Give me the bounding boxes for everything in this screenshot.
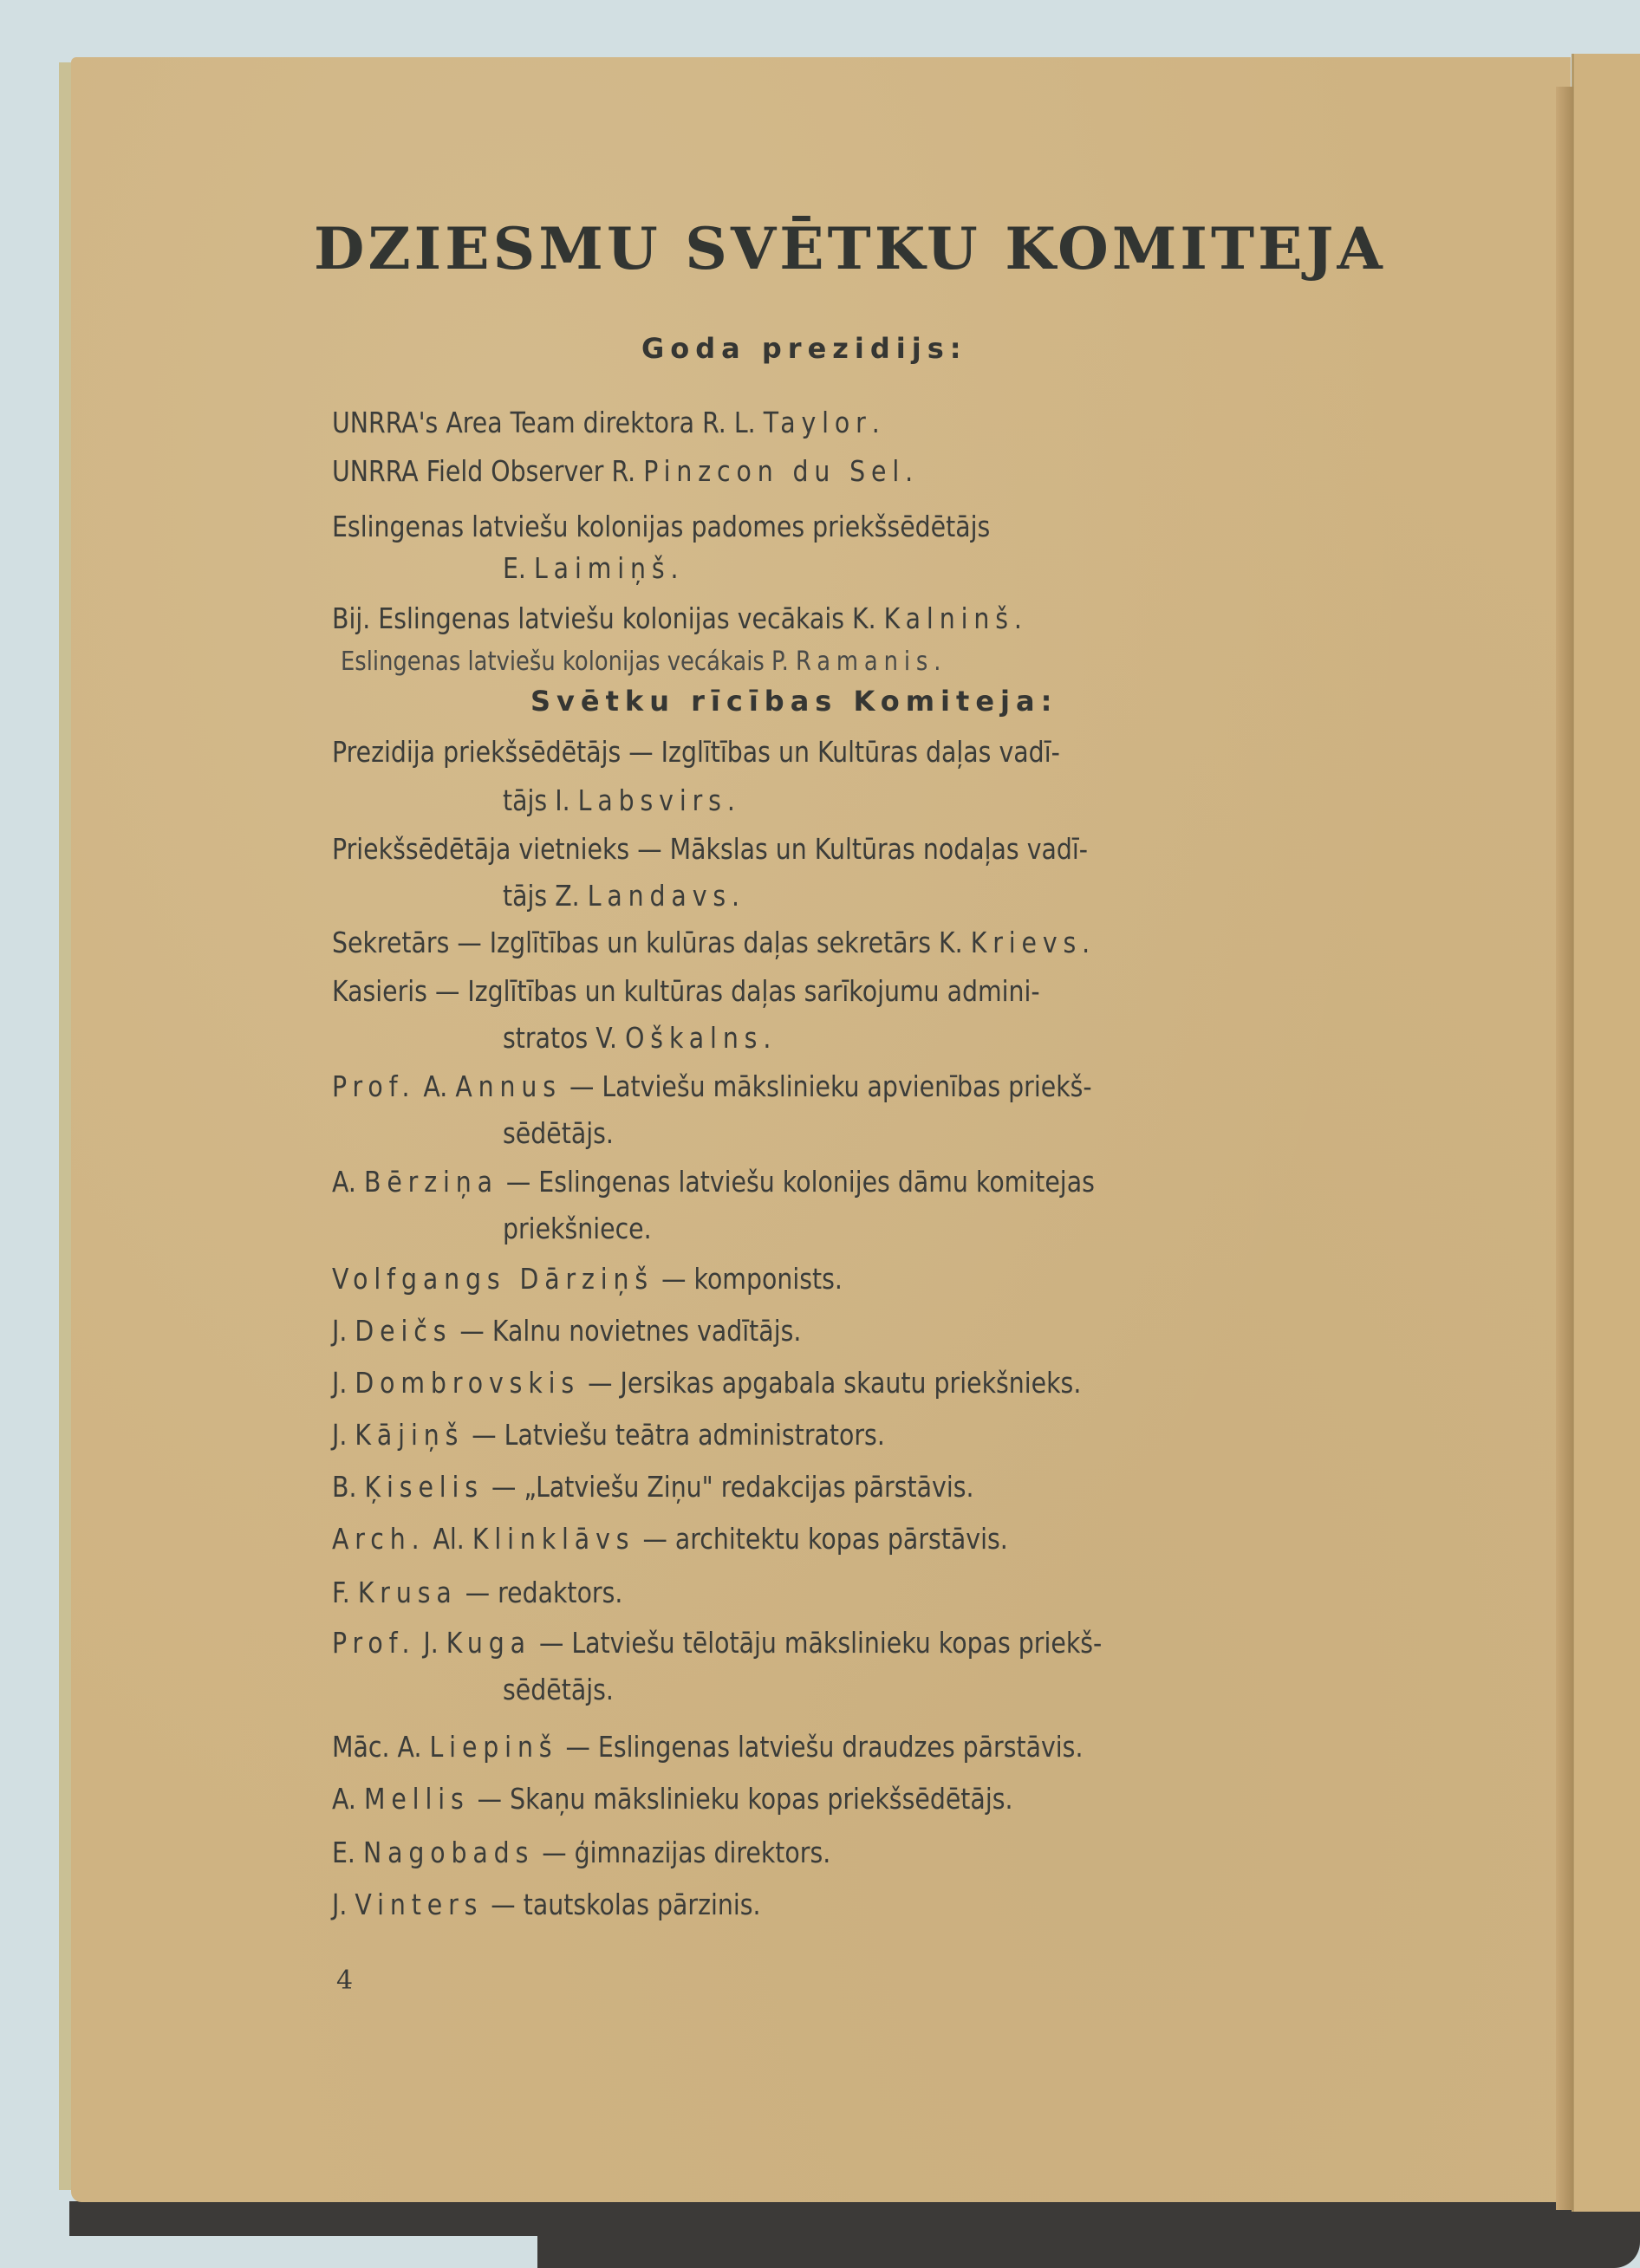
list-item: Māc. A. Liepinš — Eslingenas latviešu draudzes pārstāvis.: [332, 1730, 1084, 1764]
list-item-continuation: sēdētājs.: [503, 1116, 614, 1150]
list-item: E. Nagobads — ģimnazijas direktors.: [332, 1836, 831, 1869]
list-item: UNRRA Field Observer R. Pinzcon du Sel.: [332, 454, 914, 488]
list-item: Bij. Eslingenas latviešu kolonijas vecākais K. Kalninš.: [332, 601, 1022, 635]
list-item-continuation: stratos V. Oškalns.: [503, 1021, 771, 1055]
list-item: Kasieris — Izglītības un kultūras daļas sarīkojumu admini-: [332, 974, 1040, 1008]
list-item-continuation: tājs I. Labsvirs.: [503, 783, 735, 817]
document-page: [71, 57, 1571, 2202]
page-number: 4: [336, 1966, 354, 1996]
list-item: Arch. Al. Klinklāvs — architektu kopas pārstāvis.: [332, 1522, 1008, 1556]
background-corner: [0, 2236, 537, 2268]
list-item: F. Krusa — redaktors.: [332, 1576, 623, 1609]
list-item-continuation: priekšniece.: [503, 1212, 652, 1245]
page-gutter: [1556, 87, 1573, 2210]
list-item: Prof. A. Annus — Latviešu mākslinieku apvienības priekš-: [332, 1069, 1092, 1103]
page-title: DZIESMU SVĒTKU KOMITEJA: [314, 215, 1386, 283]
list-item: Prof. J. Kuga — Latviešu tēlotāju mākslinieku kopas priekš-: [332, 1626, 1103, 1660]
list-item: J. Kājiņš — Latviešu teātra administrators.: [332, 1418, 885, 1452]
list-item: Volfgangs Dārziņš — komponists.: [332, 1262, 843, 1296]
list-item: Prezidija priekšsēdētājs — Izglītības un Kultūras daļas vadī-: [332, 735, 1060, 769]
list-item: Eslingenas latviešu kolonijas padomes priekšsēdētājs: [332, 510, 991, 543]
section-heading-honorary: Goda prezidijs:: [641, 332, 967, 365]
list-item-continuation: sēdētājs.: [503, 1673, 614, 1706]
list-item: A. Bērziņa — Eslingenas latviešu kolonijes dāmu komitejas: [332, 1165, 1095, 1199]
list-item: Sekretārs — Izglītības un kulūras daļas sekretārs K. Krievs.: [332, 926, 1090, 959]
list-item: J. Vinters — tautskolas pārzinis.: [332, 1888, 761, 1921]
section-heading-committee: Svētku rīcības Komiteja:: [530, 685, 1058, 718]
list-item: J. Dombrovskis — Jersikas apgabala skautu priekšnieks.: [332, 1366, 1082, 1400]
list-item: Priekšsēdētāja vietnieks — Mākslas un Kultūras nodaļas vadī-: [332, 832, 1089, 866]
list-item: J. Deičs — Kalnu novietnes vadītājs.: [332, 1314, 802, 1348]
list-item: UNRRA's Area Team direktora R. L. Taylor.: [332, 406, 880, 439]
list-item: Eslingenas latviešu kolonijas vecákais P. Ramanis.: [341, 647, 941, 677]
list-item: A. Mellis — Skaņu mākslinieku kopas priekšsēdētājs.: [332, 1782, 1013, 1816]
next-page-edge: [1572, 54, 1640, 2212]
list-item: B. Ķiselis — „Latviešu Ziņu" redakcijas pārstāvis.: [332, 1470, 974, 1504]
list-item-continuation: E. Laimiņš.: [503, 551, 679, 585]
list-item-continuation: tājs Z. Landavs.: [503, 879, 740, 913]
